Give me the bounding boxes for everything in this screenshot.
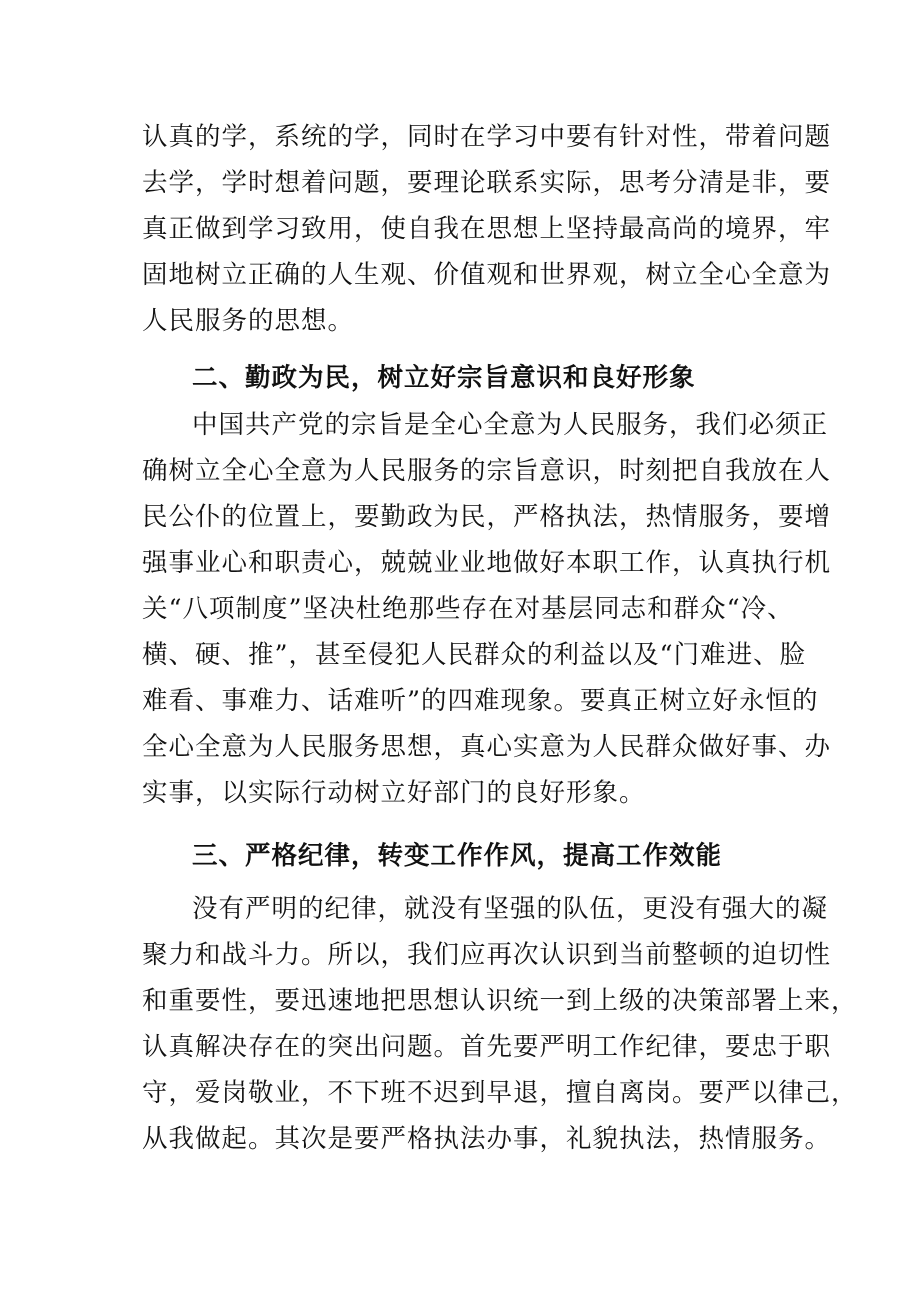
body-text-line: 确树立全心全意为人民服务的宗旨意识，时刻把自我放在人 (142, 456, 832, 486)
body-text-line: 实事，以实际行动树立好部门的良好形象。 (142, 778, 646, 808)
body-text-line: 从我做起。其次是要严格执法办事，礼貌执法，热情服务。 (142, 1124, 832, 1154)
body-text-line: 没有严明的纪律，就没有坚强的队伍，更没有强大的凝 (192, 894, 829, 924)
body-text-line: 聚力和战斗力。所以，我们应再次认识到当前整顿的迫切性 (142, 940, 832, 970)
body-text-line: 中国共产党的宗旨是全心全意为人民服务，我们必须正 (192, 410, 829, 440)
body-text-line: 守，爱岗敬业，不下班不迟到早退，擅自离岗。要严以律己， (142, 1078, 858, 1108)
section-heading-3: 三、严格纪律，转变工作作风，提高工作效能 (192, 841, 723, 871)
body-text-line: 和重要性，要迅速地把思想认识统一到上级的决策部署上来， (142, 986, 858, 1016)
body-text-line: 全心全意为人民服务思想，真心实意为人民群众做好事、办 (142, 732, 832, 762)
body-text-line: 横、硬、推”，甚至侵犯人民群众的利益以及“门难进、脸 (142, 640, 807, 670)
body-text-line: 真正做到学习致用，使自我在思想上坚持最高尚的境界，牢 (142, 214, 832, 244)
body-text-line: 认真解决存在的突出问题。首先要严明工作纪律，要忠于职 (142, 1032, 832, 1062)
body-text-line: 强事业心和职责心，兢兢业业地做好本职工作，认真执行机 (142, 548, 832, 578)
body-text-line: 民公仆的位置上，要勤政为民，严格执法，热情服务，要增 (142, 502, 832, 532)
body-text-line: 关“八项制度”坚决杜绝那些存在对基层同志和群众“冷、 (142, 594, 794, 624)
body-text-line: 去学，学时想着问题，要理论联系实际，思考分清是非，要 (142, 168, 832, 198)
body-text-line: 认真的学，系统的学，同时在学习中要有针对性，带着问题 (142, 122, 832, 152)
body-text-line: 固地树立正确的人生观、价值观和世界观，树立全心全意为 (142, 260, 832, 290)
body-text-line: 人民服务的思想。 (142, 306, 355, 336)
section-heading-2: 二、勤政为民，树立好宗旨意识和良好形象 (192, 363, 696, 393)
body-text-line: 难看、事难力、话难听”的四难现象。要真正树立好永恒的 (142, 686, 819, 716)
